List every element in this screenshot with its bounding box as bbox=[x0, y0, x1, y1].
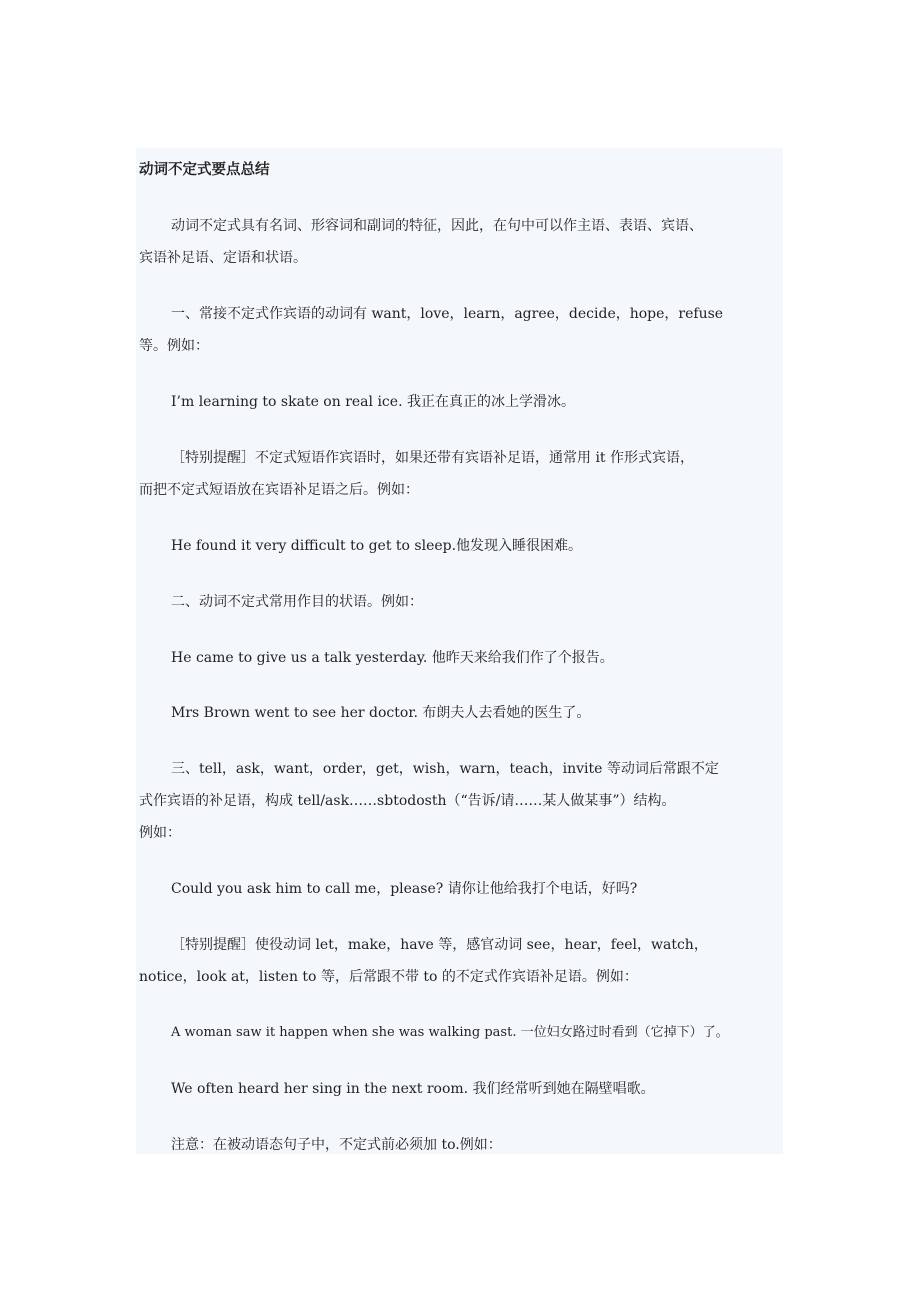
paragraph-section-two bbox=[139, 586, 423, 618]
paragraph-line: He came to give us a talk yesterday. 他昨天来给我们作了个报告。 bbox=[171, 650, 614, 666]
paragraph-line: ［特别提醒］使役动词 let，make，have 等，感官动词 see，hear，feel，watch， bbox=[171, 937, 708, 953]
example-sentence bbox=[139, 530, 582, 562]
note-passive-voice bbox=[139, 1129, 502, 1161]
paragraph-line: 三、tell，ask，want，order，get，wish，warn，teach，invite 等动词后常跟不定 bbox=[171, 761, 719, 777]
paragraph-line: We often heard her sing in the next room. 我们经常听到她在隔壁唱歌。 bbox=[171, 1081, 655, 1097]
example-sentence bbox=[139, 1073, 655, 1105]
example-sentence bbox=[139, 642, 614, 674]
document-title: 动词不定式要点总结 bbox=[139, 161, 270, 178]
paragraph-line: 一、常接不定式作宾语的动词有 want，love，learn，agree，decide，hope，refuse bbox=[171, 306, 724, 322]
example-sentence bbox=[139, 697, 590, 729]
paragraph-section-three bbox=[139, 753, 719, 849]
paragraph-line: 式作宾语的补足语，构成 tell/ask……sbtodosth（“告诉/请……某人做某事”）结构。 bbox=[139, 793, 676, 809]
paragraph-line: 宾语补足语、定语和状语。 bbox=[139, 250, 307, 266]
paragraph-intro bbox=[139, 210, 703, 274]
paragraph-line: 二、动词不定式常用作目的状语。例如： bbox=[171, 594, 423, 610]
paragraph-line: Mrs Brown went to see her doctor. 布朗夫人去看她的医生了。 bbox=[171, 705, 591, 721]
paragraph-line: 注意：在被动语态句子中，不定式前必须加 to.例如： bbox=[171, 1137, 502, 1153]
paragraph-line: 例如： bbox=[139, 825, 181, 841]
paragraph-line: I’m learning to skate on real ice. 我正在真正的冰上学滑冰。 bbox=[171, 394, 575, 410]
paragraph-line: Could you ask him to call me，please? 请你让他给我打个电话，好吗? bbox=[171, 881, 638, 897]
paragraph-line: ［特别提醒］不定式短语作宾语时，如果还带有宾语补足语，通常用 it 作形式宾语， bbox=[171, 450, 695, 466]
paragraph-section-one bbox=[139, 298, 723, 362]
example-sentence bbox=[139, 386, 575, 418]
special-reminder-two bbox=[139, 929, 708, 993]
special-reminder-one bbox=[139, 442, 694, 506]
example-sentence bbox=[139, 1017, 729, 1049]
paragraph-line: A woman saw it happen when she was walking past. 一位妇女路过时看到（它掉下）了。 bbox=[171, 1025, 729, 1040]
example-sentence bbox=[139, 873, 637, 905]
paragraph-line: 而把不定式短语放在宾语补足语之后。例如： bbox=[139, 482, 419, 498]
paragraph-line: 动词不定式具有名词、形容词和副词的特征，因此，在句中可以作主语、表语、宾语、 bbox=[171, 218, 703, 234]
paragraph-line: He found it very difficult to get to sleep.他发现入睡很困难。 bbox=[171, 538, 583, 554]
paragraph-line: 等。例如： bbox=[139, 338, 209, 354]
paragraph-line: notice，look at，listen to 等，后常跟不带 to 的不定式作宾语补足语。例如： bbox=[139, 969, 638, 985]
